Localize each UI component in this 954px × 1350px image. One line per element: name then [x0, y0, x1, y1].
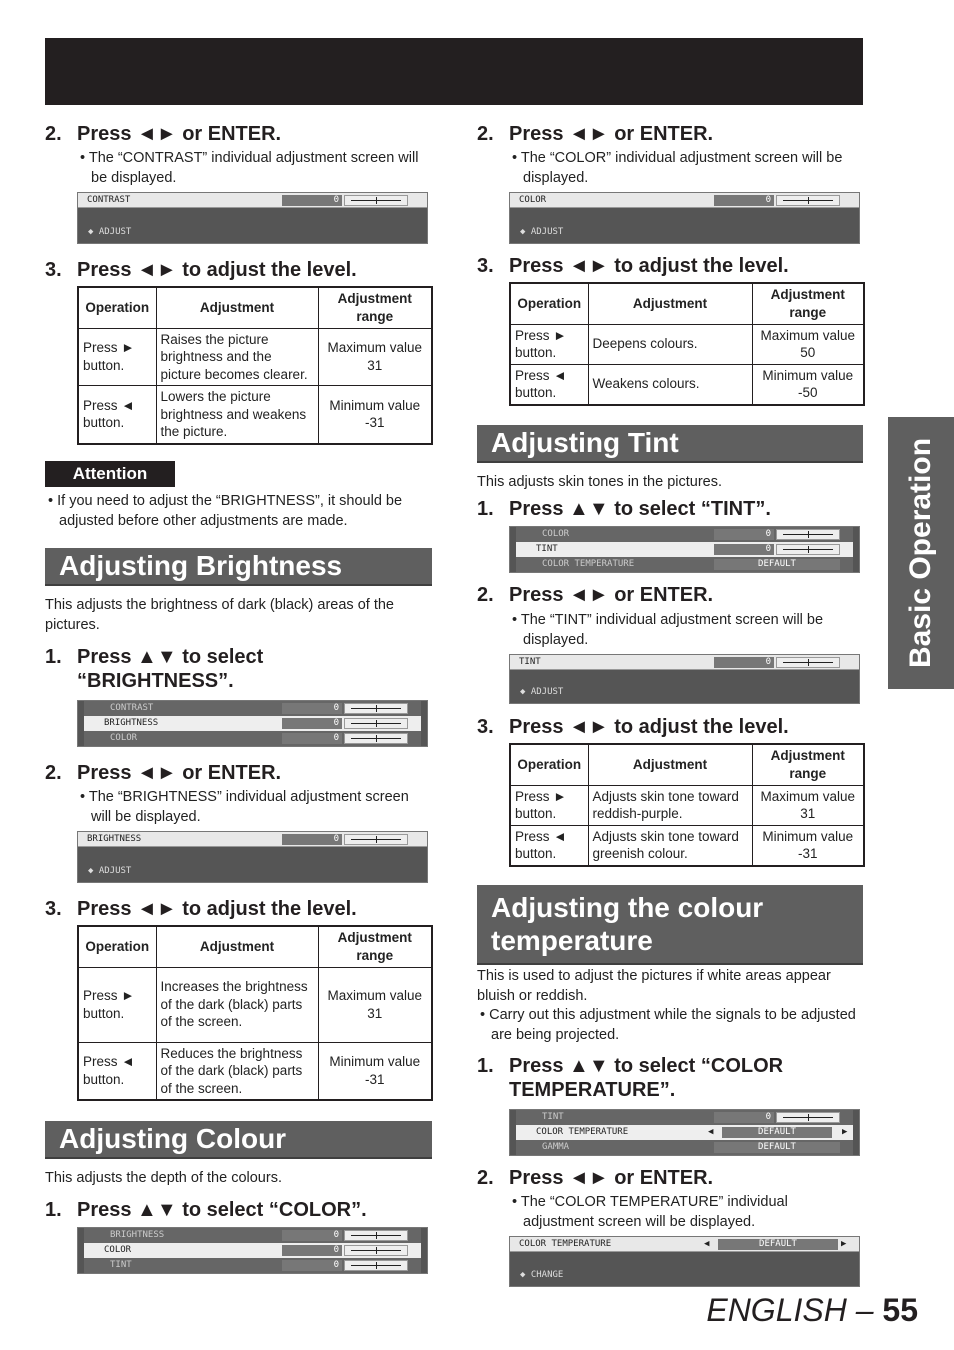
bullet-brightness-screen: • The “BRIGHTNESS” individual adjustment screen will be displayed. [80, 789, 409, 825]
step-2-contrast: 2. Press ◄► or ENTER. [45, 123, 282, 145]
step-2-brightness: 2. Press ◄► or ENTER. [45, 762, 282, 784]
bullet-ctemp-screen: • The “COLOR TEMPERATURE” individual adjustment screen will be displayed. [512, 1194, 788, 1230]
step-2-ctemp: 2. Press ◄► or ENTER. [477, 1167, 714, 1189]
bullet-contrast-screen: • The “CONTRAST” individual adjustment screen will be displayed. [80, 150, 419, 186]
contrast-table: Operation Adjustment Adjustment range Press ► button. Raises the picture brightness and the picture becomes clearer. Maximum value 31 Press ◄ button. Lowers the picture brightness and weakens the picture. Minimum value -31 [77, 286, 433, 445]
arrow-left-icon: ◀ [704, 1239, 710, 1249]
step-1-brightness: 1. Press ▲▼ to select “BRIGHTNESS”. [45, 646, 264, 692]
step-3-tint: 3. Press ◄► to adjust the level. [477, 716, 789, 738]
section-title-brightness: Adjusting Brightness [45, 548, 432, 586]
arrow-right-icon: ▶ [841, 1239, 847, 1249]
contrast-adjust-screen: CONTRAST 0 ◆ ADJUST [77, 192, 428, 244]
page-footer: ENGLISH – 55 [706, 1292, 918, 1328]
color-adjust-screen: COLOR 0 ◆ ADJUST [509, 192, 860, 244]
ctemp-change-screen: COLOR TEMPERATURE ◀ DEFAULT ▶ ◆ CHANGE [509, 1236, 860, 1287]
section-title-colour-temperature: Adjusting the colour temperature [477, 885, 863, 965]
step-1-colour: 1. Press ▲▼ to select “COLOR”. [45, 1199, 367, 1221]
ctemp-intro: This is used to adjust the pictures if white areas appear bluish or reddish. [477, 968, 831, 1004]
colour-menu: BRIGHTNESS 0 COLOR 0 TINT 0 [77, 1227, 428, 1274]
slider-bar [344, 195, 408, 206]
brightness-intro: This adjusts the brightness of dark (black) areas of the pictures. [45, 597, 394, 633]
step-3-color: 3. Press ◄► to adjust the level. [477, 255, 789, 277]
header-bar [45, 38, 863, 105]
step-2-color: 2. Press ◄► or ENTER. [477, 123, 714, 145]
brightness-adjust-screen: BRIGHTNESS 0 ◆ ADJUST [77, 831, 428, 883]
brightness-table: Operation Adjustment Adjustment range Press ► button. Increases the brightness of the dark (black) parts of the screen. Maximum value 31 Press ◄ button. Reduces the brightness of the dark (black) parts of the screen. Minimum value -31 [77, 925, 433, 1101]
attention-label: Attention [45, 461, 175, 487]
step-3-brightness: 3. Press ◄► to adjust the level. [45, 898, 357, 920]
tint-intro: This adjusts skin tones in the pictures. [477, 474, 723, 490]
attention-text: • If you need to adjust the “BRIGHTNESS”, it should be adjusted before other adjustments are made. [48, 493, 403, 529]
brightness-menu: CONTRAST 0 BRIGHTNESS 0 COLOR 0 [77, 700, 428, 747]
tint-table: Operation Adjustment Adjustment range Press ► button. Adjusts skin tone toward reddish-purple. Maximum value 31 Press ◄ button. Adjusts skin tone toward greenish colour. Minimum value -31 [509, 743, 865, 867]
bullet-tint-screen: • The “TINT” individual adjustment screen will be displayed. [512, 612, 824, 648]
ctemp-menu: TINT 0 COLOR TEMPERATURE ◀ DEFAULT ▶ GAMMA DEFAULT [509, 1109, 860, 1156]
arrow-right-icon: ▶ [842, 1127, 848, 1137]
ctemp-bullet: • Carry out this adjustment while the signals to be adjusted are being projected. [480, 1007, 856, 1043]
tint-adjust-screen: TINT 0 ◆ ADJUST [509, 654, 860, 704]
tint-menu: COLOR 0 TINT 0 COLOR TEMPERATURE DEFAULT [509, 526, 860, 573]
step-2-tint: 2. Press ◄► or ENTER. [477, 584, 714, 606]
arrow-left-icon: ◀ [708, 1127, 714, 1137]
section-title-tint: Adjusting Tint [477, 425, 863, 463]
step-1-ctemp: 1. Press ▲▼ to select “COLOR TEMPERATURE”. [477, 1055, 784, 1101]
color-table: Operation Adjustment Adjustment range Press ► button. Deepens colours. Maximum value 50 Press ◄ button. Weakens colours. Minimum value -50 [509, 282, 865, 406]
step-3-contrast: 3. Press ◄► to adjust the level. [45, 259, 357, 281]
side-tab-basic-operation: Basic Operation [888, 417, 954, 689]
colour-intro: This adjusts the depth of the colours. [45, 1170, 282, 1186]
section-title-colour: Adjusting Colour [45, 1121, 432, 1159]
step-1-tint: 1. Press ▲▼ to select “TINT”. [477, 498, 771, 520]
bullet-color-screen: • The “COLOR” individual adjustment screen will be displayed. [512, 150, 843, 186]
